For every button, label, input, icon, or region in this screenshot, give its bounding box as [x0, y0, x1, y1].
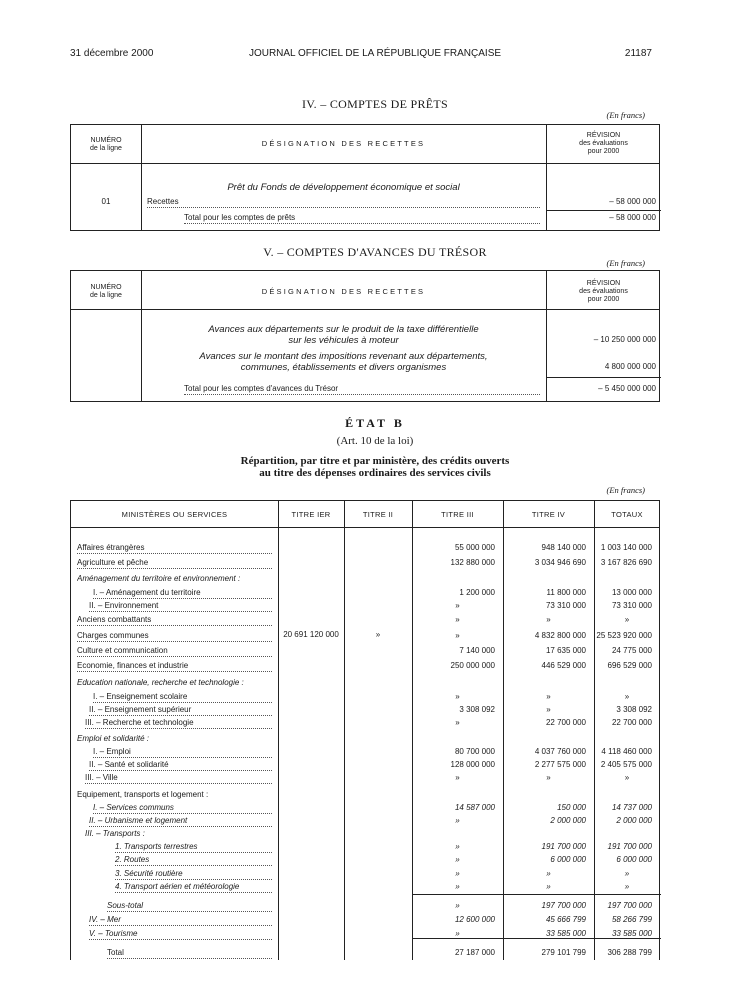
section-v-title: V. – COMPTES D'AVANCES DU TRÉSOR [263, 245, 487, 259]
table-row-label [89, 929, 272, 940]
table-cell-t3: 128 000 000 [450, 760, 495, 769]
col-numero-label: NUMÉRO [90, 137, 122, 144]
table-cell-t3: 27 187 000 [454, 948, 495, 957]
table-row-label [85, 773, 272, 784]
row-label-text: I. – Enseignement scolaire [93, 692, 188, 701]
table-cell-tot: » [624, 882, 630, 891]
avance-item1-line1: Avances aux départements sur le produit de la taxe différentielle [208, 324, 479, 335]
table-row-label [77, 661, 272, 672]
avance-item1-line2: sur les véhicules à moteur [288, 335, 399, 346]
table-cell-tot: 197 700 000 [607, 901, 652, 910]
col-titre-4: TITRE IV [531, 510, 566, 519]
row-label-text: Equipement, transports et logement : [77, 790, 209, 799]
total-value-prets: – 58 000 000 [609, 213, 656, 222]
row-label-text: Culture et communication [77, 646, 168, 655]
row-label-text: II. – Urbanisme et logement [89, 816, 188, 825]
row-label-text: II. – Santé et solidarité [89, 760, 169, 769]
table-row-label [77, 646, 272, 657]
table-cell-tot: 22 700 000 [611, 718, 652, 727]
table-row-label [85, 829, 272, 839]
row-label-text: Total [107, 948, 124, 957]
table-cell-t4: 150 000 [557, 803, 586, 812]
table-cell-t4: 73 310 000 [545, 601, 586, 610]
total-label-prets: Total pour les comptes de prêts [184, 213, 296, 222]
table-row-label [115, 882, 272, 893]
section-v-unit: (En francs) [606, 258, 645, 268]
table-row-label [77, 574, 272, 584]
table-cell-t3: » [455, 692, 460, 701]
section-iv-unit: (En francs) [606, 110, 645, 120]
table-cell-t3: 14 587 000 [454, 803, 495, 812]
row-label-text: 4. Transport aérien et météorologie [115, 882, 240, 891]
table-row-label [77, 790, 272, 800]
etat-b-subtitle-line1: Répartition, par titre et par ministère, des crédits ouverts [240, 455, 510, 467]
table-row-label [115, 869, 272, 880]
titre1-merged-value: 20 691 120 000 [283, 630, 339, 639]
table-cell-t4: » [546, 869, 551, 878]
table-cell-t3: » [455, 929, 460, 938]
table-row-label [93, 803, 272, 814]
table-cell-t4: 17 635 000 [545, 646, 586, 655]
table-row-label [93, 588, 272, 599]
section-v-table [70, 270, 660, 402]
table-row-label [89, 816, 272, 827]
table-cell-tot: » [624, 692, 630, 701]
table-row-label [77, 631, 272, 642]
table-cell-tot: 33 585 000 [611, 929, 652, 938]
col-titre-1: TITRE IER [291, 510, 331, 519]
row-label-text: III. – Transports : [85, 829, 145, 838]
row-label-text: 1. Transports terrestres [115, 842, 198, 851]
col-numero-label: NUMÉRO [90, 284, 122, 291]
row-label-text: I. – Services communs [93, 803, 174, 812]
line-number: 01 [101, 197, 111, 206]
table-cell-t3: » [455, 816, 460, 825]
total-label-avances: Total pour les comptes d'avances du Trésor [184, 384, 339, 393]
header-page-number: 21187 [624, 48, 652, 59]
table-cell-t4: 3 034 946 690 [534, 558, 586, 567]
col-titre-3: TITRE III [441, 510, 474, 519]
table-row-label [77, 543, 272, 554]
table-cell-t3: 55 000 000 [454, 543, 495, 552]
col-totaux: TOTAUX [611, 510, 643, 519]
line-label-recettes: Recettes [147, 197, 179, 206]
table-cell-tot: 24 775 000 [611, 646, 652, 655]
row-label-text: Agriculture et pêche [77, 558, 149, 567]
etat-b-subtitle-line2: au titre des dépenses ordinaires des services civils [259, 467, 491, 479]
row-label-text: Emploi et solidarité : [77, 734, 150, 743]
row-label-text: II. – Enseignement supérieur [89, 705, 192, 714]
table-row-label [77, 734, 272, 744]
table-cell-t4: 197 700 000 [541, 901, 586, 910]
table-cell-t4: 4 832 800 000 [534, 631, 586, 640]
table-cell-t3: » [455, 901, 460, 910]
section-iv-title: IV. – COMPTES DE PRÊTS [301, 97, 449, 111]
table-cell-t4: 6 000 000 [550, 855, 586, 864]
etat-b-article: (Art. 10 de la loi) [336, 435, 414, 447]
table-cell-t4: 279 101 799 [541, 948, 586, 957]
table-row-label [107, 948, 272, 959]
row-label-text: Charges communes [77, 631, 149, 640]
table-row-label [107, 901, 272, 912]
table-cell-tot: 73 310 000 [611, 601, 652, 610]
row-label-text: 2. Routes [115, 855, 150, 864]
table-row-label [89, 705, 272, 716]
table-cell-tot: 3 308 092 [616, 705, 652, 714]
row-label-text: Aménagement du territoire et environnement : [77, 574, 241, 583]
line-value-recettes: – 58 000 000 [609, 197, 656, 206]
table-cell-t3: 7 140 000 [459, 646, 495, 655]
col-revision-label: RÉVISION [586, 280, 621, 287]
total-rule [412, 938, 661, 939]
table-cell-t3: 250 000 000 [450, 661, 495, 670]
etat-b-unit: (En francs) [606, 485, 645, 495]
col-numero-sub: de la ligne [90, 145, 122, 152]
table-cell-t3: » [455, 855, 460, 864]
table-row-label [115, 842, 272, 853]
table-cell-t4: 45 666 799 [545, 915, 586, 924]
table-row-label [89, 601, 272, 612]
row-label-text: Sous-total [107, 901, 144, 910]
table-cell-tot: 13 000 000 [611, 588, 652, 597]
avance-item1-value: – 10 250 000 000 [593, 335, 656, 344]
header-date: 31 décembre 2000 [70, 48, 154, 59]
table-cell-t4: » [546, 615, 551, 624]
table-cell-t4: 2 277 575 000 [534, 760, 586, 769]
row-label-text: II. – Environnement [89, 601, 159, 610]
row-label-text: I. – Aménagement du territoire [93, 588, 201, 597]
table-cell-t4: 191 700 000 [541, 842, 586, 851]
table-cell-t3: 3 308 092 [459, 705, 495, 714]
table-row-label [115, 855, 272, 866]
table-cell-t4: 33 585 000 [545, 929, 586, 938]
avance-item2-line2: communes, établissements et divers organismes [240, 362, 447, 373]
col-revision-sub2: pour 2000 [587, 148, 620, 155]
table-cell-t3: 12 600 000 [454, 915, 495, 924]
etat-b-table [70, 500, 660, 960]
col-numero-sub: de la ligne [90, 292, 122, 299]
row-label-text: III. – Ville [85, 773, 118, 782]
titre2-merged-value: » [375, 630, 381, 639]
table-cell-tot: 1 003 140 000 [600, 543, 652, 552]
col-designation: DÉSIGNATION DES RECETTES [261, 287, 426, 296]
table-cell-tot: 58 266 799 [611, 915, 652, 924]
table-cell-t3: » [455, 631, 460, 640]
table-cell-t3: » [455, 842, 460, 851]
table-cell-tot: 4 118 460 000 [601, 747, 652, 756]
table-cell-t4: 22 700 000 [545, 718, 586, 727]
table-cell-t4: 11 800 000 [546, 588, 586, 597]
table-cell-t3: 132 880 000 [450, 558, 495, 567]
table-row-label [89, 915, 272, 926]
table-cell-tot: 25 523 920 000 [596, 631, 652, 640]
row-label-text: IV. – Mer [89, 915, 121, 924]
etat-b-title: ÉTAT B [345, 416, 405, 430]
subtotal-rule [412, 894, 661, 895]
col-designation: DÉSIGNATION DES RECETTES [261, 139, 426, 148]
section-iv-table [70, 124, 660, 231]
table-cell-t3: » [455, 869, 460, 878]
table-cell-t4: 948 140 000 [541, 543, 586, 552]
table-row-label [77, 615, 272, 626]
table-cell-t4: 4 037 760 000 [534, 747, 586, 756]
row-label-text: Affaires étrangères [77, 543, 145, 552]
row-label-text: Education nationale, recherche et technologie : [77, 678, 244, 687]
row-label-text: I. – Emploi [93, 747, 131, 756]
table-cell-t4: 446 529 000 [541, 661, 586, 670]
table-cell-tot: 191 700 000 [607, 842, 652, 851]
table-row-label [77, 678, 272, 688]
table-cell-t3: » [455, 615, 460, 624]
table-cell-t3: 1 200 000 [459, 588, 495, 597]
table-cell-t3: 80 700 000 [454, 747, 495, 756]
table-cell-tot: 2 000 000 [616, 816, 652, 825]
col-titre-2: TITRE II [362, 510, 394, 519]
table-cell-tot: » [624, 869, 630, 878]
row-label-text: V. – Tourisme [89, 929, 138, 938]
table-cell-tot: 696 529 000 [607, 661, 652, 670]
table-cell-t4: » [546, 692, 551, 701]
table-cell-t3: » [455, 773, 460, 782]
avance-item2-line1: Avances sur le montant des impositions revenant aux départements, [199, 351, 488, 362]
table-cell-tot: 2 405 575 000 [600, 760, 652, 769]
table-row-label [93, 692, 272, 703]
table-cell-t3: » [455, 882, 460, 891]
col-revision-sub1: des évaluations [579, 288, 628, 295]
row-label-text: Economie, finances et industrie [77, 661, 189, 670]
table-cell-t4: » [546, 705, 551, 714]
table-row-label [85, 718, 272, 729]
table-row-label [77, 558, 272, 569]
row-label-text: Anciens combattants [77, 615, 152, 624]
table-cell-t4: » [546, 773, 551, 782]
col-revision-sub2: pour 2000 [587, 296, 620, 303]
header-journal-title: JOURNAL OFFICIEL DE LA RÉPUBLIQUE FRANÇAISE [248, 48, 502, 59]
table-cell-tot: 3 167 826 690 [600, 558, 652, 567]
table-cell-t4: » [546, 882, 551, 891]
table-cell-tot: » [624, 773, 630, 782]
row-label-text: III. – Recherche et technologie [85, 718, 194, 727]
table-cell-tot: » [624, 615, 630, 624]
total-value-avances: – 5 450 000 000 [598, 384, 656, 393]
table-cell-t3: » [455, 718, 460, 727]
avance-item2-value: 4 800 000 000 [604, 362, 656, 371]
table-cell-tot: 6 000 000 [616, 855, 652, 864]
subheading-fdes: Prêt du Fonds de développement économique et social [227, 182, 460, 193]
table-cell-t4: 2 000 000 [550, 816, 586, 825]
col-ministeres: MINISTÈRES OU SERVICES [121, 510, 228, 519]
col-revision-label: RÉVISION [586, 132, 621, 139]
col-revision-sub1: des évaluations [579, 140, 628, 147]
row-label-text: 3. Sécurité routière [115, 869, 183, 878]
table-cell-t3: » [455, 601, 460, 610]
table-cell-tot: 306 288 799 [607, 948, 652, 957]
table-row-label [89, 760, 272, 771]
table-row-label [93, 747, 272, 758]
table-cell-tot: 14 737 000 [611, 803, 652, 812]
